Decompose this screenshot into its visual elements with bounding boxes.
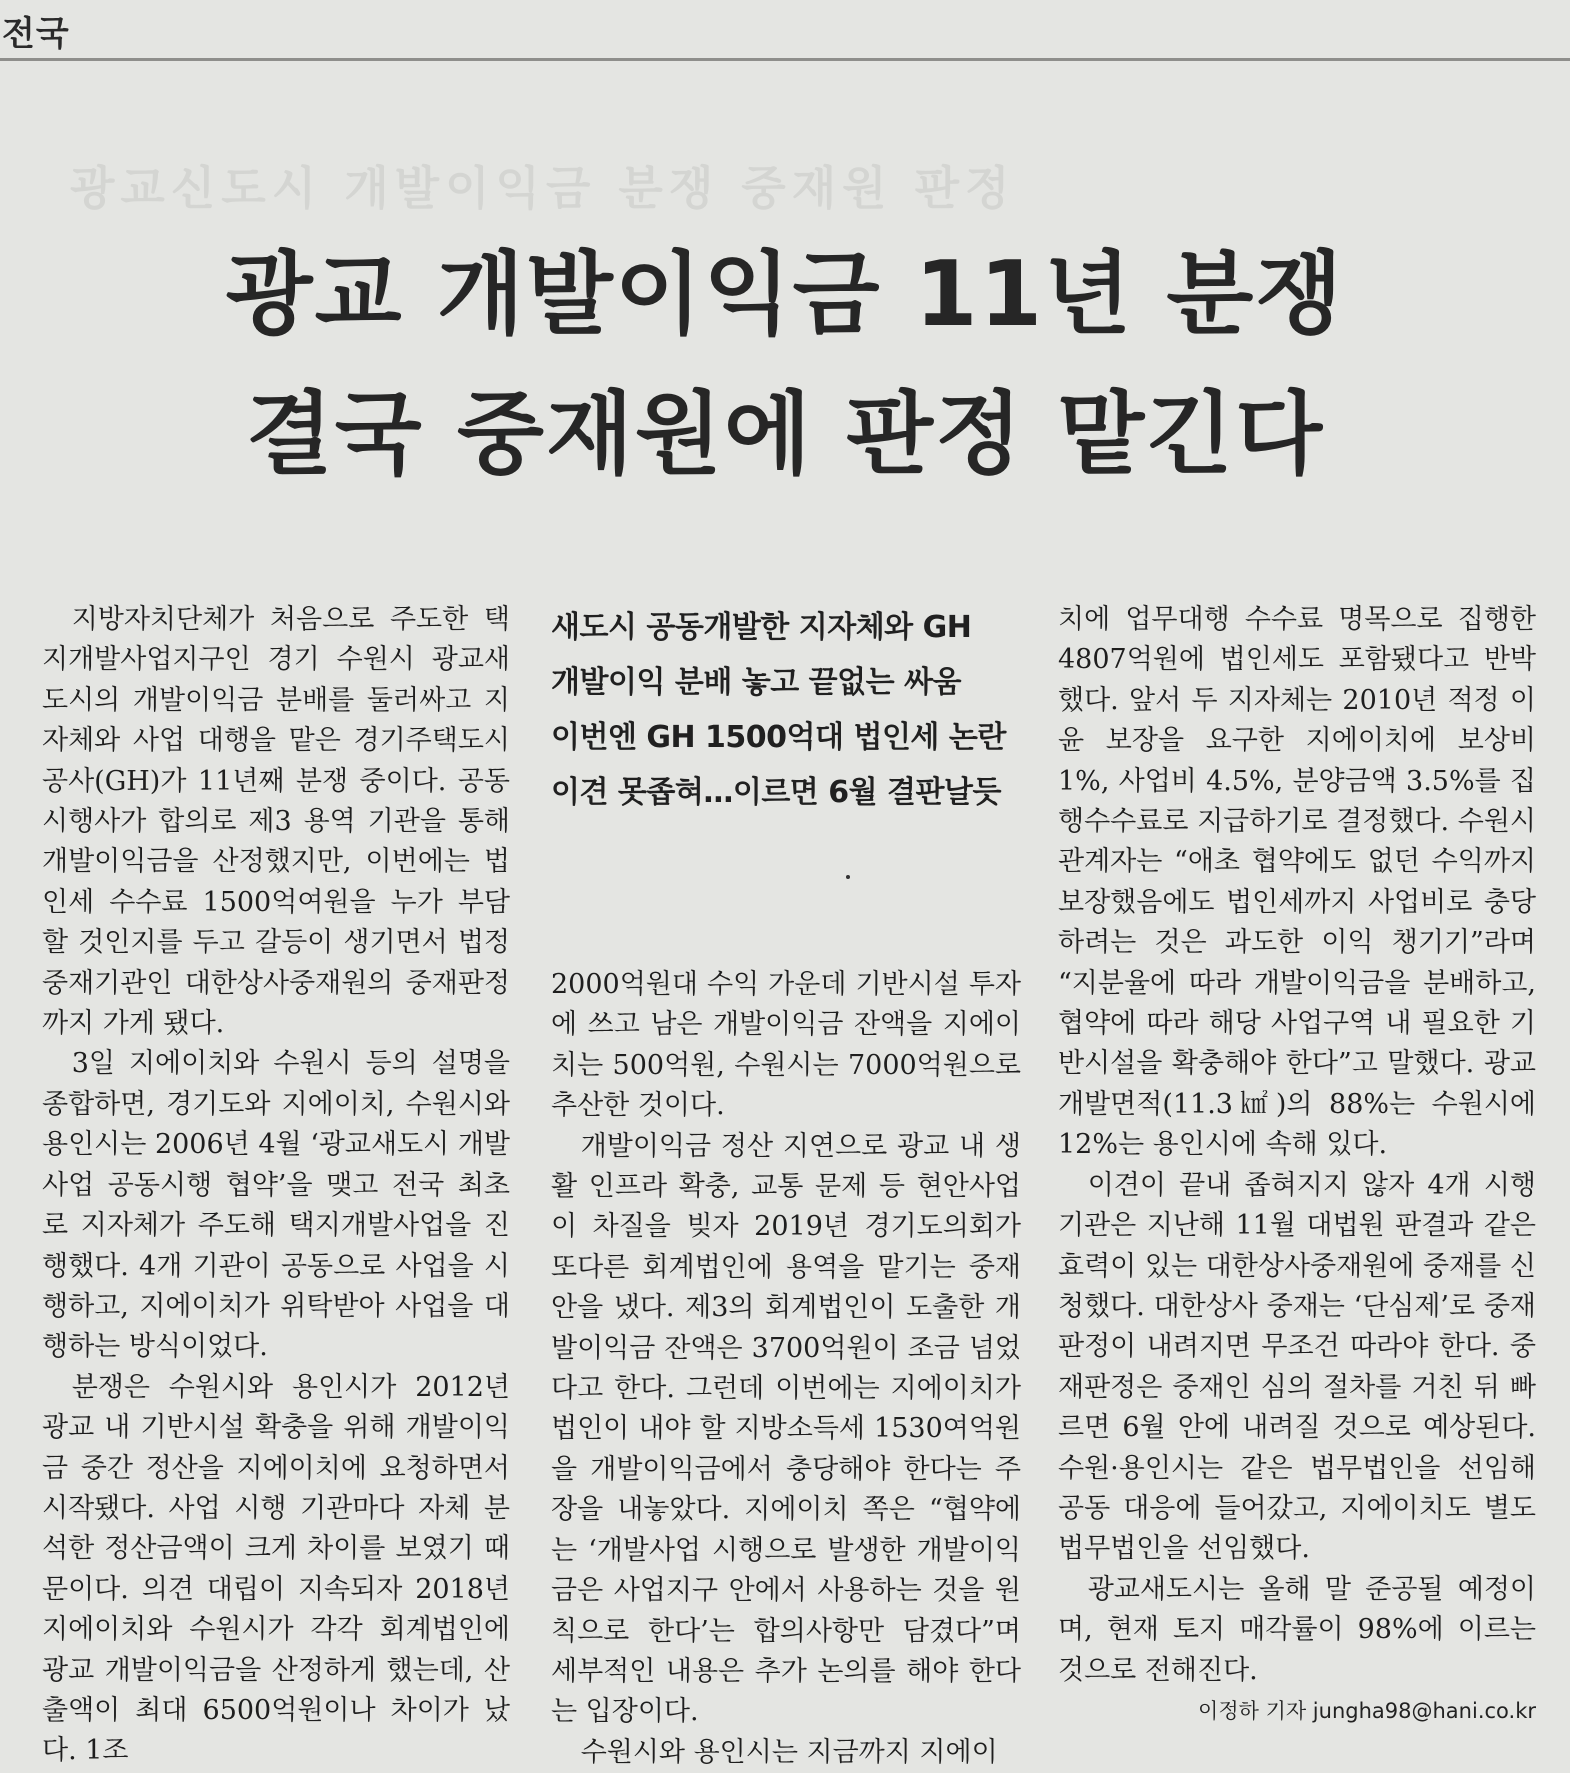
subheadline-line: 새도시 공동개발한 지자체와 GH: [551, 610, 972, 645]
paragraph: 개발이익금 정산 지연으로 광교 내 생활 인프라 확충, 교통 문제 등 현안사업이 차질을 빚자 2019년 경기도의회가 또다른 회계법인에 용역을 맡기는 중재안을 냈다. 제3의 회계법인이 도출한 개발이익금 잔액은 3700억원이 조금 넘었다고 한다. 그런데 이번에는 지에이치가 법인이 내야 할 지방소득세 1530여억원을 개발이익금에서 충당해야 한다는 주장을 내놓았다. 지에이치 쪽은 “협약에는 ‘개발사업 시행으로 발생한 개발이익금은 사업지구 안에서 사용하는 것을 원칙으로 한다’는 합의사항만 담겼다”며 세부적인 내용은 추가 논의를 해야 한다는 입장이다.: [551, 1130, 1021, 1728]
paragraph: 수원시와 용인시는 지금까지 지에이: [580, 1736, 998, 1768]
subheadline-line: 이견 못좁혀…이르면 6월 결판날듯: [551, 775, 1001, 810]
section-label: 전국: [2, 14, 70, 54]
paragraph: 3일 지에이치와 수원시 등의 설명을 종합하면, 경기도와 지에이치, 수원시와 용인시는 2006년 4월 ‘광교새도시 개발사업 공동시행 협약’을 맺고 전국 최초로 지자체가 주도해 택지개발사업을 진행했다. 4개 기관이 공동으로 사업을 시행하고, 지에이치가 위탁받아 사업을 대행하는 방식이었다.: [42, 1048, 510, 1363]
bleed-through-text: 광교신도시 개발이익금 분쟁 중재원 판정: [70, 161, 1016, 215]
paragraph: 2000억원대 수익 가운데 기반시설 투자에 쓰고 남은 개발이익금 잔액을 지에이치는 500억원, 수원시는 7000억원으로 추산한 것이다.: [551, 969, 1021, 1122]
article-column-1: [42, 600, 510, 1772]
article-column-3: [1058, 600, 1536, 1731]
subheadline-line: 이번엔 GH 1500억대 법인세 논란: [551, 720, 1006, 755]
article-column-2: [551, 600, 1021, 1773]
subheadline: [551, 600, 1021, 820]
headline-line-1: 광교 개발이익금 11년 분쟁: [225, 242, 1345, 347]
paragraph: 광교새도시는 올해 말 준공될 예정이며, 현재 토지 매각률이 98%에 이르는 것으로 전해진다.: [1058, 1573, 1536, 1686]
paragraph: 이견이 끝내 좁혀지지 않자 4개 시행 기관은 지난해 11월 대법원 판결과 같은 효력이 있는 대한상사중재원에 중재를 신청했다. 대한상사 중재는 ‘단심제’로 중재판정이 내려지면 무조건 따라야 한다. 중재판정은 중재인 심의 절차를 거친 뒤 빠르면 6월 안에 내려질 것으로 예상된다. 수원·용인시는 같은 법무법인을 선임해 공동 대응에 들어갔고, 지에이치도 별도 법무법인을 선임했다.: [1058, 1169, 1536, 1565]
byline: 이정하 기자 jungha98@hani.co.kr: [1198, 1698, 1536, 1723]
paragraph: 지방자치단체가 처음으로 주도한 택지개발사업지구인 경기 수원시 광교새도시의 개발이익금 분배를 둘러싸고 지자체와 사업 대행을 맡은 경기주택도시공사(GH)가 11년째 분쟁 중이다. 공동시행사가 합의로 제3 용역 기관을 통해 개발이익금을 산정했지만, 이번에는 법인세 수수료 1500억여원을 누가 부담할 것인지를 두고 갈등이 생기면서 법정 중재기관인 대한상사중재원의 중재판정까지 가게 됐다.: [42, 604, 510, 1040]
headline-line-2: 결국 중재원에 판정 맡긴다: [245, 382, 1325, 487]
headline: [0, 225, 1570, 505]
paragraph: 분쟁은 수원시와 용인시가 2012년 광교 내 기반시설 확충을 위해 개발이익금 중간 정산을 지에이치에 요청하면서 시작됐다. 사업 시행 기관마다 자체 분석한 정산금액이 크게 차이를 보였기 때문이다. 의견 대립이 지속되자 2018년 지에이치와 수원시가 각각 회계법인에 광교 개발이익금을 산정하게 했는데, 산출액이 최대 6500억원이나 차이가 났다. 1조: [42, 1371, 510, 1767]
paragraph: 치에 업무대행 수수료 명목으로 집행한 4807억원에 법인세도 포함됐다고 반박했다. 앞서 두 지자체는 2010년 적정 이윤 보장을 요구한 지에이치에 보상비 1%, 사업비 4.5%, 분양금액 3.5%를 집행수수료로 지급하기로 결정했다. 수원시 관계자는 “애초 협약에도 없던 수익까지 보장했음에도 법인세까지 사업비로 충당하려는 것은 과도한 이익 챙기기”라며 “지분율에 따라 개발이익금을 분배하고, 협약에 따라 해당 사업구역 내 필요한 기반시설을 확충해야 한다”고 말했다. 광교 개발면적(11.3㎢)의 88%는 수원시에 12%는 용인시에 속해 있다.: [1058, 604, 1536, 1161]
print-speck: [846, 875, 850, 879]
header-rule: [0, 58, 1570, 61]
subheadline-line: 개발이익 분배 놓고 끝없는 싸움: [551, 665, 962, 700]
